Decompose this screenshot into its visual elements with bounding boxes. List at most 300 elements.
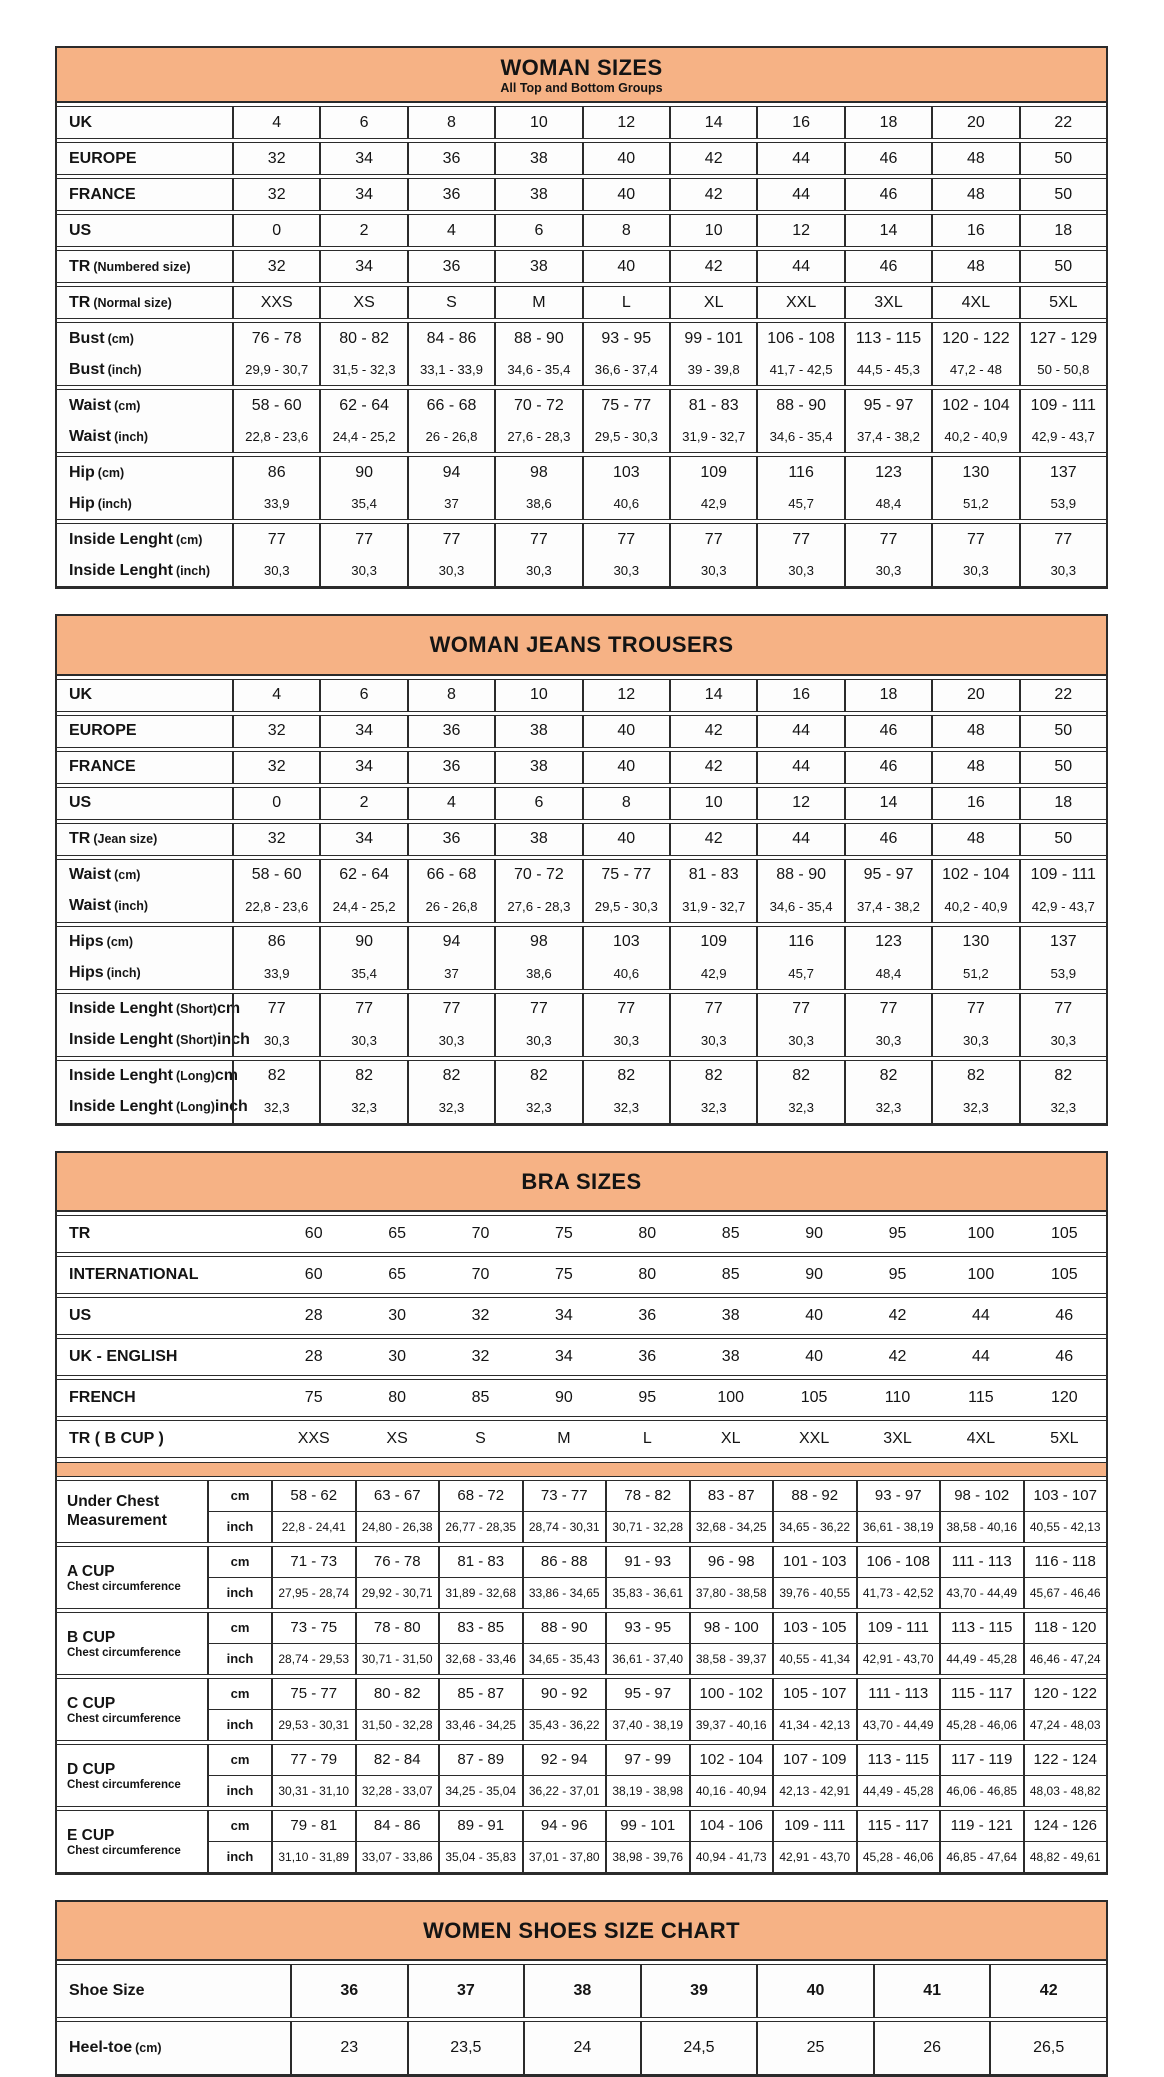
value-cell: 81 - 83 <box>669 390 756 421</box>
table-row-group <box>57 926 1106 990</box>
value-cell: 93 - 95 <box>582 323 669 354</box>
cup-value-cell: 83 - 85 <box>438 1613 522 1644</box>
value-cell: 6 <box>319 680 406 711</box>
value-cell: 40 <box>582 824 669 855</box>
row-label-detail: (inch) <box>114 429 149 444</box>
cup-value-cell: 76 - 78 <box>355 1547 439 1578</box>
value-cell: 42 <box>888 1306 907 1324</box>
cup-name: A CUP <box>67 1562 115 1580</box>
cup-value-cell: 86 - 88 <box>522 1547 606 1578</box>
value-cell: 77 <box>931 524 1018 555</box>
row-label-detail: (inch) <box>107 362 142 377</box>
value-cell: 95 <box>888 1265 907 1283</box>
cup-value-cell: 97 - 99 <box>605 1745 689 1776</box>
value-cell: 44 <box>756 824 843 855</box>
value-cell: 29,9 - 30,7 <box>232 354 319 385</box>
value-cell: 80 <box>638 1224 657 1242</box>
value-cell: 40 <box>805 1306 823 1324</box>
row-label-detail: (Long) <box>176 1069 215 1084</box>
value-cell: 32,3 <box>232 1092 319 1123</box>
value-cell: 40,6 <box>582 958 669 989</box>
cup-value-cell: 116 - 118 <box>1023 1547 1107 1578</box>
value-cell: 77 <box>494 524 581 555</box>
cup-value-cell: 33,86 - 34,65 <box>522 1578 606 1608</box>
value-cell: 10 <box>494 680 581 711</box>
cup-value-cell: 34,65 - 36,22 <box>772 1512 856 1542</box>
cup-value-cell: 38,98 - 39,76 <box>605 1842 689 1872</box>
value-cell: M <box>557 1429 571 1447</box>
value-cell: 95 <box>888 1224 907 1242</box>
value-cell: 33,1 - 33,9 <box>407 354 494 385</box>
cup-name: E CUP <box>67 1826 115 1844</box>
table-row <box>57 994 1106 1025</box>
value-cell: 29,5 - 30,3 <box>582 891 669 922</box>
cup-value-cell: 45,28 - 46,06 <box>939 1710 1023 1740</box>
value-cell: 38 <box>494 251 581 282</box>
table-row <box>57 555 1106 586</box>
unit-inch-label: inch <box>207 1644 271 1674</box>
value-cell: 12 <box>756 215 843 246</box>
row-label: Bust (cm) <box>69 329 134 347</box>
cup-value-cell: 44,49 - 45,28 <box>939 1644 1023 1674</box>
value-cell: XS <box>386 1429 408 1447</box>
value-cell: 10 <box>669 788 756 819</box>
row-label-detail: (inch) <box>176 563 211 578</box>
value-cell: 46 <box>844 179 931 210</box>
value-cell: 30,3 <box>319 555 406 586</box>
value-cell: 46 <box>844 143 931 174</box>
value-cell: 38,6 <box>494 958 581 989</box>
cup-value-cell: 39,37 - 40,16 <box>689 1710 773 1740</box>
value-cell: 40 <box>756 1965 873 2017</box>
value-cell: 24 <box>523 2022 640 2074</box>
table-row-group <box>57 106 1106 139</box>
value-cell: XL <box>720 1429 741 1447</box>
cup-value-cell: 42,13 - 42,91 <box>772 1776 856 1806</box>
value-cell: 42,9 <box>669 488 756 519</box>
cup-group <box>57 1678 1106 1741</box>
cup-value-cell: 113 - 115 <box>856 1745 940 1776</box>
value-cell: 48 <box>931 824 1018 855</box>
value-cell: 37,4 - 38,2 <box>844 891 931 922</box>
value-cell: 44 <box>756 716 843 747</box>
table-row-group <box>57 389 1106 453</box>
cup-value-cell: 115 - 117 <box>856 1811 940 1842</box>
cup-value-cell: 37,80 - 38,58 <box>689 1578 773 1608</box>
woman-sizes-body <box>57 106 1106 587</box>
cup-value-cell: 35,43 - 36,22 <box>522 1710 606 1740</box>
table-row <box>57 927 1106 958</box>
value-cell: 90 <box>319 927 406 958</box>
cup-value-cell: 46,85 - 47,64 <box>939 1842 1023 1872</box>
value-cell: 77 <box>1019 524 1106 555</box>
value-cell: 77 <box>232 524 319 555</box>
value-cell: 28 <box>304 1306 323 1324</box>
value-cell: 45,7 <box>756 958 843 989</box>
table-row <box>57 752 1106 783</box>
value-cell: 34 <box>319 179 406 210</box>
value-cell: 30,3 <box>931 555 1018 586</box>
cup-value-cell: 79 - 81 <box>271 1811 355 1842</box>
cup-value-cell: 36,61 - 37,40 <box>605 1644 689 1674</box>
value-cell: 85 <box>721 1265 740 1283</box>
value-cell: 80 - 82 <box>319 323 406 354</box>
row-label-detail: (inch) <box>106 966 141 981</box>
value-cell: 32,3 <box>319 1092 406 1123</box>
cup-label <box>57 1811 207 1872</box>
cup-value-cell: 99 - 101 <box>605 1811 689 1842</box>
value-cell: 5XL <box>1019 287 1106 318</box>
table-row-group <box>57 715 1106 748</box>
value-cell: 36 <box>407 179 494 210</box>
cup-value-cell: 35,04 - 35,83 <box>438 1842 522 1872</box>
value-cell: 10 <box>494 107 581 138</box>
value-cell: 95 - 97 <box>844 390 931 421</box>
unit-cm-label: cm <box>207 1679 271 1710</box>
value-cell: 44 <box>756 251 843 282</box>
value-cell: 98 <box>494 927 581 958</box>
value-cell: 95 - 97 <box>844 860 931 891</box>
table-title: WOMEN SHOES SIZE CHART <box>423 1917 740 1943</box>
value-cell: 75 - 77 <box>582 860 669 891</box>
row-label: Waist (inch) <box>69 897 149 915</box>
value-cell: 46 <box>844 824 931 855</box>
value-cell: 2 <box>319 788 406 819</box>
value-cell: 32,3 <box>1019 1092 1106 1123</box>
cup-value-cell: 42,91 - 43,70 <box>772 1842 856 1872</box>
cup-name: C CUP <box>67 1694 116 1712</box>
value-cell: 77 <box>756 524 843 555</box>
value-cell: 18 <box>844 107 931 138</box>
cup-value-cell: 83 - 87 <box>689 1481 773 1512</box>
value-cell: 32,3 <box>669 1092 756 1123</box>
value-cell: 105 <box>1050 1224 1078 1242</box>
row-label: FRANCE <box>69 758 136 776</box>
value-cell: 88 - 90 <box>494 323 581 354</box>
bra-system-row <box>57 1380 1106 1416</box>
bra-system-group <box>57 1215 1106 1253</box>
cup-value-cell: 33,46 - 34,25 <box>438 1710 522 1740</box>
unit-cm-label: cm <box>207 1613 271 1644</box>
value-cell: 26 - 26,8 <box>407 421 494 452</box>
value-cell: 36 <box>407 716 494 747</box>
value-cell: 40,2 - 40,9 <box>931 891 1018 922</box>
cup-value-cell: 89 - 91 <box>438 1811 522 1842</box>
table-row <box>57 1965 1106 2017</box>
cup-label <box>57 1745 207 1806</box>
value-cell: 32,3 <box>931 1092 1018 1123</box>
cup-value-cell: 78 - 80 <box>355 1613 439 1644</box>
value-cell: 31,5 - 32,3 <box>319 354 406 385</box>
value-cell: 70 - 72 <box>494 390 581 421</box>
value-cell: 38 <box>721 1306 740 1324</box>
shoes-header <box>57 1902 1106 1961</box>
cup-value-cell: 100 - 102 <box>689 1679 773 1710</box>
value-cell: 123 <box>844 457 931 488</box>
value-cell: 62 - 64 <box>319 860 406 891</box>
value-cell: 32,3 <box>407 1092 494 1123</box>
value-cell: 77 <box>494 994 581 1025</box>
bra-sizes-body <box>57 1215 1106 1873</box>
row-label: FRENCH <box>69 1388 136 1406</box>
value-cell: 42 <box>669 716 756 747</box>
table-row-group <box>57 2021 1106 2075</box>
unit-inch-label: inch <box>207 1776 271 1806</box>
value-cell: 24,5 <box>640 2022 757 2074</box>
row-label: FRANCE <box>69 185 136 203</box>
value-cell: 65 <box>388 1224 406 1242</box>
value-cell: 48 <box>931 716 1018 747</box>
cup-value-cell: 104 - 106 <box>689 1811 773 1842</box>
row-label: Inside Lenght (Long) inch <box>69 1098 248 1116</box>
value-cell: 32,3 <box>494 1092 581 1123</box>
shoes-body <box>57 1964 1106 2075</box>
row-label: Hip (inch) <box>69 494 132 512</box>
cup-value-cell: 36,22 - 37,01 <box>522 1776 606 1806</box>
bra-system-group <box>57 1379 1106 1417</box>
value-cell: 30,3 <box>931 1025 1018 1056</box>
table-row <box>57 251 1106 282</box>
value-cell: 32,3 <box>844 1092 931 1123</box>
table-row-group <box>57 456 1106 520</box>
value-cell: 80 <box>638 1265 657 1283</box>
cup-group <box>57 1744 1106 1807</box>
value-cell: 30 <box>388 1306 406 1324</box>
value-cell: 42 <box>669 143 756 174</box>
cup-value-cell: 78 - 82 <box>605 1481 689 1512</box>
value-cell: 38 <box>494 752 581 783</box>
cup-value-cell: 84 - 86 <box>355 1811 439 1842</box>
cup-sublabel: Chest circumference <box>67 1779 181 1792</box>
value-cell: 76 - 78 <box>232 323 319 354</box>
value-cell: 123 <box>844 927 931 958</box>
cup-value-cell: 71 - 73 <box>271 1547 355 1578</box>
cup-value-cell: 39,76 - 40,55 <box>772 1578 856 1608</box>
value-cell: 109 <box>669 457 756 488</box>
value-cell: 109 - 111 <box>1019 860 1106 891</box>
value-cell: XL <box>669 287 756 318</box>
value-cell: 39 - 39,8 <box>669 354 756 385</box>
cup-value-cell: 28,74 - 30,31 <box>522 1512 606 1542</box>
row-label: Inside Lenght (cm) <box>69 530 203 548</box>
cup-value-cell: 92 - 94 <box>522 1745 606 1776</box>
value-cell: S <box>475 1429 486 1447</box>
value-cell: 40 <box>582 752 669 783</box>
value-cell: 40 <box>805 1347 823 1365</box>
value-cell: 37,4 - 38,2 <box>844 421 931 452</box>
table-subtitle: All Top and Bottom Groups <box>500 81 663 96</box>
value-cell: 115 <box>968 1388 994 1406</box>
value-cell: 30,3 <box>494 555 581 586</box>
cup-value-cell: 85 - 87 <box>438 1679 522 1710</box>
row-label: Bust (inch) <box>69 360 142 378</box>
cup-value-cell: 98 - 102 <box>939 1481 1023 1512</box>
value-cell: 90 <box>805 1265 823 1283</box>
value-cell: 47,2 - 48 <box>931 354 1018 385</box>
value-cell: 94 <box>407 927 494 958</box>
value-cell: 27,6 - 28,3 <box>494 891 581 922</box>
bra-system-row <box>57 1421 1106 1457</box>
value-cell: 77 <box>407 994 494 1025</box>
cup-value-cell: 31,50 - 32,28 <box>355 1710 439 1740</box>
row-label: TR (Numbered size) <box>69 257 191 275</box>
cup-value-cell: 42,91 - 43,70 <box>856 1644 940 1674</box>
cup-value-cell: 58 - 62 <box>271 1481 355 1512</box>
value-cell: 30,3 <box>494 1025 581 1056</box>
value-cell: 30,3 <box>844 555 931 586</box>
value-cell: 36 <box>638 1306 657 1324</box>
value-cell: 103 <box>582 927 669 958</box>
cup-value-cell: 88 - 92 <box>772 1481 856 1512</box>
table-row <box>57 716 1106 747</box>
value-cell: 77 <box>232 994 319 1025</box>
unit-cm-label: cm <box>207 1811 271 1842</box>
value-cell: 116 <box>756 457 843 488</box>
value-cell: 100 <box>967 1265 995 1283</box>
value-cell: 0 <box>232 215 319 246</box>
value-cell: 90 <box>554 1388 573 1406</box>
value-cell: 22,8 - 23,6 <box>232 421 319 452</box>
value-cell: 36 <box>407 752 494 783</box>
value-cell: 75 <box>554 1265 573 1283</box>
value-cell: 30,3 <box>844 1025 931 1056</box>
value-cell: 70 <box>471 1265 490 1283</box>
cup-value-cell: 44,49 - 45,28 <box>856 1776 940 1806</box>
value-cell: 8 <box>582 215 669 246</box>
value-cell: 29,5 - 30,3 <box>582 421 669 452</box>
row-label: EUROPE <box>69 149 137 167</box>
value-cell: 26 <box>873 2022 990 2074</box>
woman-sizes-header <box>57 48 1106 103</box>
value-cell: 86 <box>232 457 319 488</box>
value-cell: M <box>494 287 581 318</box>
table-row-group <box>57 178 1106 211</box>
table-row-group <box>57 250 1106 283</box>
table-row <box>57 215 1106 246</box>
value-cell: 30,3 <box>407 1025 494 1056</box>
cup-value-cell: 73 - 75 <box>271 1613 355 1644</box>
value-cell: 120 <box>1050 1388 1078 1406</box>
value-cell: 32 <box>232 179 319 210</box>
row-label: Inside Lenght (Short) inch <box>69 1031 250 1049</box>
table-row <box>57 323 1106 354</box>
value-cell: 48,4 <box>844 488 931 519</box>
value-cell: 82 <box>669 1061 756 1092</box>
value-cell: 53,9 <box>1019 488 1106 519</box>
cup-value-cell: 41,34 - 42,13 <box>772 1710 856 1740</box>
value-cell: 16 <box>756 107 843 138</box>
cup-value-cell: 31,89 - 32,68 <box>438 1578 522 1608</box>
value-cell: 50 <box>1019 251 1106 282</box>
value-cell: 40,2 - 40,9 <box>931 421 1018 452</box>
value-cell: 36 <box>638 1347 657 1365</box>
value-cell: XXS <box>232 287 319 318</box>
value-cell: 82 <box>1019 1061 1106 1092</box>
value-cell: 50 <box>1019 752 1106 783</box>
unit-inch-label: inch <box>207 1512 271 1542</box>
value-cell: 82 <box>756 1061 843 1092</box>
row-label: Heel-toe (cm) <box>69 2039 162 2057</box>
value-cell: 102 - 104 <box>931 390 1018 421</box>
cup-value-cell: 77 - 79 <box>271 1745 355 1776</box>
value-cell: 16 <box>756 680 843 711</box>
cup-value-cell: 38,19 - 38,98 <box>605 1776 689 1806</box>
woman-jeans-body <box>57 679 1106 1124</box>
value-cell: 20 <box>931 107 1018 138</box>
value-cell: 77 <box>319 994 406 1025</box>
unit-inch-label: inch <box>207 1578 271 1608</box>
cup-value-cell: 46,46 - 47,24 <box>1023 1644 1107 1674</box>
cup-value-cell: 38,58 - 39,37 <box>689 1644 773 1674</box>
value-cell: 5XL <box>1050 1429 1079 1447</box>
value-cell: 105 <box>800 1388 828 1406</box>
value-cell: 4 <box>232 107 319 138</box>
value-cell: 8 <box>582 788 669 819</box>
value-cell: 22 <box>1019 107 1106 138</box>
row-label: TR (Normal size) <box>69 293 172 311</box>
row-label-detail: (inch) <box>114 899 149 914</box>
value-cell: 30,3 <box>669 555 756 586</box>
value-cell: 8 <box>407 680 494 711</box>
cup-value-cell: 80 - 82 <box>355 1679 439 1710</box>
value-cell: 30,3 <box>232 1025 319 1056</box>
cup-value-cell: 101 - 103 <box>772 1547 856 1578</box>
table-row <box>57 788 1106 819</box>
value-cell: 4XL <box>931 287 1018 318</box>
value-cell: 0 <box>232 788 319 819</box>
bra-system-row <box>57 1339 1106 1375</box>
woman-sizes-table <box>55 46 1108 589</box>
value-cell: XS <box>319 287 406 318</box>
cup-value-cell: 117 - 119 <box>939 1745 1023 1776</box>
cup-label <box>57 1481 207 1542</box>
value-cell: 46 <box>844 716 931 747</box>
value-cell: 12 <box>756 788 843 819</box>
value-cell: 50 <box>1019 179 1106 210</box>
cup-name: B CUP <box>67 1628 116 1646</box>
row-label: TR ( B CUP ) <box>69 1429 164 1447</box>
bra-system-group <box>57 1297 1106 1335</box>
cup-value-cell: 43,70 - 44,49 <box>939 1578 1023 1608</box>
cup-value-cell: 106 - 108 <box>856 1547 940 1578</box>
table-row <box>57 143 1106 174</box>
value-cell: 6 <box>494 215 581 246</box>
cup-value-cell: 124 - 126 <box>1023 1811 1107 1842</box>
value-cell: 38 <box>721 1347 740 1365</box>
value-cell: 127 - 129 <box>1019 323 1106 354</box>
cup-value-cell: 30,31 - 31,10 <box>271 1776 355 1806</box>
value-cell: 30,3 <box>319 1025 406 1056</box>
cup-value-cell: 115 - 117 <box>939 1679 1023 1710</box>
value-cell: 30 <box>388 1347 406 1365</box>
value-cell: 48 <box>931 179 1018 210</box>
row-label-detail: (cm) <box>135 2041 162 2056</box>
table-row <box>57 680 1106 711</box>
value-cell: 33,9 <box>232 958 319 989</box>
value-cell: 30,3 <box>669 1025 756 1056</box>
value-cell: 8 <box>407 107 494 138</box>
value-cell: 24,4 - 25,2 <box>319 891 406 922</box>
value-cell: 35,4 <box>319 488 406 519</box>
value-cell: 34 <box>319 752 406 783</box>
value-cell: 90 <box>319 457 406 488</box>
value-cell: 84 - 86 <box>407 323 494 354</box>
cup-label <box>57 1547 207 1608</box>
cup-value-cell: 30,71 - 32,28 <box>605 1512 689 1542</box>
value-cell: 81 - 83 <box>669 860 756 891</box>
row-label: UK - ENGLISH <box>69 1347 178 1365</box>
cup-value-cell: 45,67 - 46,46 <box>1023 1578 1107 1608</box>
